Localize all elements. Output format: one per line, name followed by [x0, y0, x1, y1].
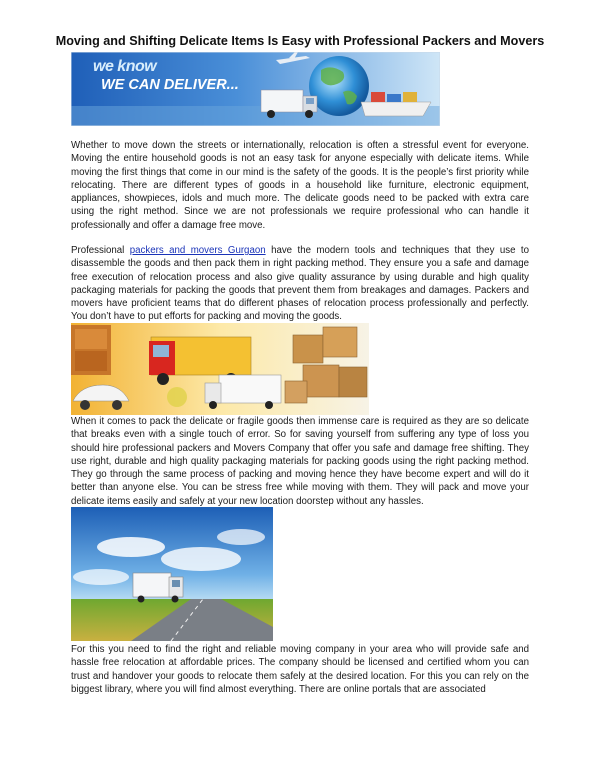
banner-image: [71, 52, 440, 126]
banner-line-1: we know: [93, 58, 157, 75]
paragraph-2: [71, 244, 529, 324]
packers-movers-gurgaon-link[interactable]: packers and movers Gurgaon: [129, 245, 266, 256]
moving-collage-image: [71, 323, 369, 415]
paragraph-2-body: have the modern tools and techniques that they use to disassemble the goods and then pack them in right packing method. They ensure you a safe and damage free execution of relocation process and also give quality assurance by using durable and high quality packaging materials for packing the goods that prevent them from breakages and damages. Packers and movers have proficient teams that do different phases of relocation process professionally and perfectly. You don’t have to put efforts for packing and moving the goods.: [71, 245, 529, 323]
paragraph-4: For this you need to find the right and reliable moving company in your area who will provide safe and hassle free relocation at affordable prices. The company should be licensed and certified whom you can trust and handover your goods to relocate them safely at the desired location. For this you can rely on the biggest library, where you will find almost everything. There are online portals that are associated: [71, 644, 529, 695]
banner-line-2: WE CAN DELIVER...: [101, 77, 239, 93]
document-title: Moving and Shifting Delicate Items Is Easy with Professional Packers and Movers: [55, 34, 545, 48]
highway-truck-image: [71, 507, 273, 641]
paragraph-3: When it comes to pack the delicate or fragile goods then immense care is required as they are so delicate that breaks even with a single touch of error. So for saving yourself from suffering any type of loss you should hire professional packers and Movers Company that offer you safe and damage free shifting. They use right, durable and high quality packaging materials for packing goods using the right packing method. They go through the same process of packing and moving hence they have become expert and will do it better than anyone else. You can be stress free while moving with them. They will pack and move your delicate items easily and safely at your new location doorstep without any hassles.: [71, 416, 529, 507]
paragraph-2-lead: Professional: [71, 245, 130, 256]
paragraph-1: Whether to move down the streets or internationally, relocation is often a stressful event for everyone. Moving the entire household goods is not an easy task for anyone especially with delicate items. While moving the first things that come in our mind is the safety of the goods. It is the people’s first priority while relocating. There are different types of goods in a household like furniture, electronic equipment, appliances, showpieces, idols and much more. The delicate goods need to be packed with extra care using the right method. Since we are not professionals we require professional who can handle it professionally and offer a damage free move.: [71, 140, 529, 231]
